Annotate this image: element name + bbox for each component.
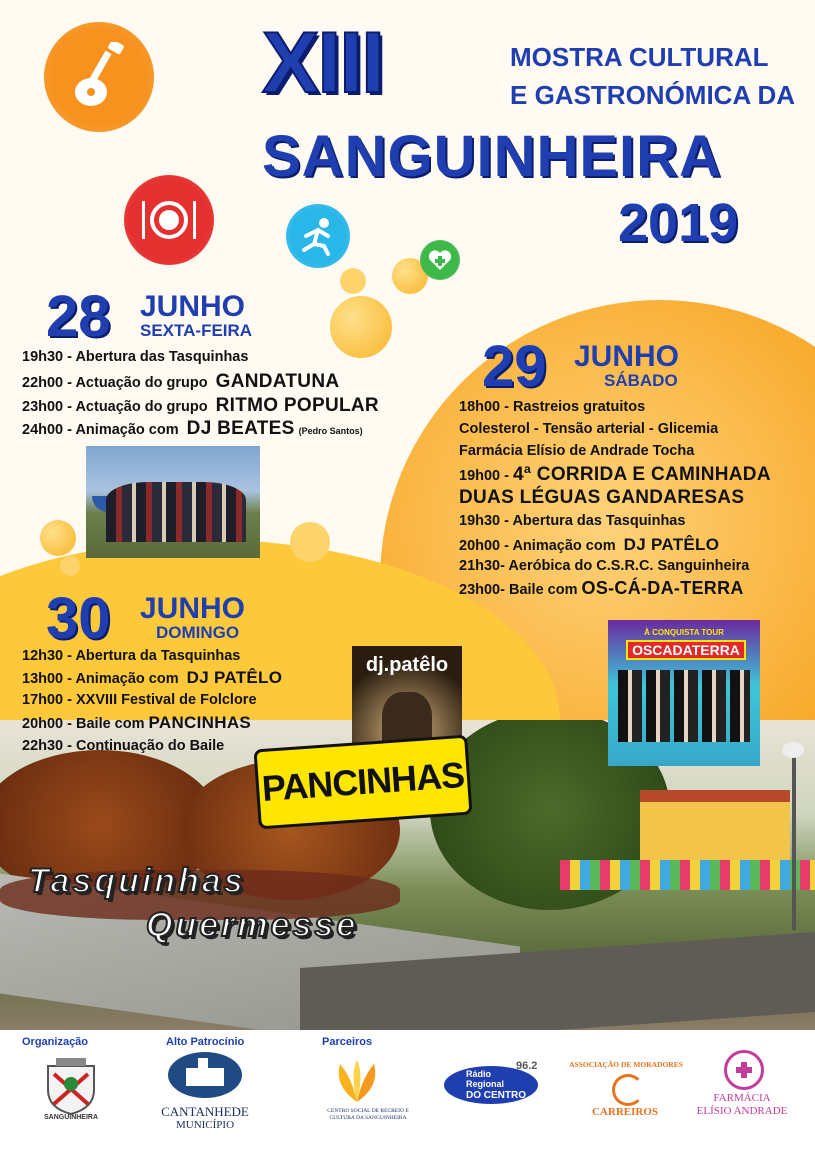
bg-bubble-4 <box>40 520 76 556</box>
farmacia-line1: FARMÁCIA <box>713 1092 771 1104</box>
moradores-arc-text: ASSOCIAÇÃO DE MORADORES <box>569 1060 683 1069</box>
day2-weekday: SÁBADO <box>604 371 678 390</box>
day2-event-3: Farmácia Elísio de Andrade Tocha <box>459 443 695 459</box>
day1-month: JUNHO <box>140 290 246 323</box>
pancinhas-logo-text: PANCINHAS <box>260 753 466 810</box>
plate-cutlery-icon <box>124 175 214 265</box>
health-heart-icon <box>420 240 460 280</box>
pancinhas-logo <box>253 735 472 830</box>
day3-weekday: DOMINGO <box>156 623 240 642</box>
colorful-fence <box>560 860 815 890</box>
dj-patelo-logo: dj.patêlo <box>365 654 449 676</box>
sanguinheira-seal-text: SANGUINHEIRA <box>43 1114 99 1121</box>
cantanhede-line1: CANTANHEDE <box>161 1104 249 1119</box>
guitar-icon <box>44 22 154 132</box>
sanguinheira-seal <box>40 1056 102 1128</box>
group-people <box>106 482 246 542</box>
day2-event-8: 21h30- Aeróbica do C.S.R.C. Sanguinheira <box>459 558 750 574</box>
place-title: SANGUINHEIRA <box>262 124 722 189</box>
bg-bubble-6 <box>290 522 330 562</box>
day2-event-9: 23h00- Baile com OS-CÁ-DA-TERRA <box>459 578 744 598</box>
day1-event-1: 19h30 - Abertura das Tasquinhas <box>22 349 249 365</box>
day1-event-4: 24h00 - Animação com DJ BEATES (Pedro Santos) <box>22 418 363 439</box>
subtitle-line-1: MOSTRA CULTURAL <box>510 42 769 72</box>
day3-event-1: 12h30 - Abertura da Tasquinhas <box>22 648 241 664</box>
day1-weekday: SEXTA-FEIRA <box>140 321 253 340</box>
oscadaterra-logo: OSCADATERRA <box>626 640 746 660</box>
day3-month: JUNHO <box>140 592 246 625</box>
parceiros-label: Parceiros <box>322 1036 373 1048</box>
day2-event-7: 20h00 - Animação com DJ PATÊLO <box>459 535 720 554</box>
lamp-post <box>792 750 796 930</box>
alto-patrocinio-label: Alto Patrocínio <box>166 1036 245 1048</box>
day2-event-4: 19h00 - 4ª CORRIDA E CAMINHADA <box>459 464 771 485</box>
day3-event-2: 13h00 - Animação com DJ PATÊLO <box>22 668 283 687</box>
bg-bubble-1 <box>330 296 392 358</box>
edition-title: XIII <box>262 15 384 111</box>
day3-number: 30 <box>46 586 111 651</box>
centro-social-logo <box>330 1058 384 1104</box>
centro-social-text: CENTRO SOCIAL DE RECREIO E CULTURA DA SANGUINHEIRA <box>327 1108 409 1122</box>
year-title: 2019 <box>618 193 739 253</box>
day2-event-6: 19h30 - Abertura das Tasquinhas <box>459 513 686 529</box>
lamp-head <box>782 742 804 758</box>
day2-event-2: Colesterol - Tensão arterial - Glicemia <box>459 421 719 437</box>
radio-frequency: 96.2 <box>516 1060 538 1072</box>
oscadaterra-tour-label: À CONQUISTA TOUR <box>644 628 724 637</box>
quermesse-word: Quermesse <box>146 906 359 944</box>
day2-number: 29 <box>482 334 547 399</box>
band-members <box>618 670 750 742</box>
day2-month: JUNHO <box>574 340 680 373</box>
bg-bubble-5 <box>60 556 80 576</box>
tasquinhas-word: Tasquinhas <box>28 862 246 900</box>
day3-event-3: 17h00 - XXVIII Festival de Folclore <box>22 692 257 708</box>
farmacia-icon <box>724 1050 764 1090</box>
oscadaterra-poster <box>608 620 760 766</box>
cantanhede-emblem <box>168 1052 242 1098</box>
radio-line3: DO CENTRO <box>466 1090 526 1101</box>
day1-event-2: 22h00 - Actuação do grupo GANDATUNA <box>22 371 340 392</box>
day3-event-5: 22h30 - Continuação do Baile <box>22 738 225 754</box>
farmacia-line2: ELÍSIO ANDRADE <box>696 1105 788 1117</box>
day3-event-4: 20h00 - Baile com PANCINHAS <box>22 713 252 732</box>
moradores-icon <box>612 1074 644 1106</box>
footer <box>0 1030 815 1152</box>
day2-event-1: 18h00 - Rastreios gratuitos <box>459 399 646 415</box>
bg-bubble-3 <box>340 268 366 294</box>
cantanhede-line2: MUNICÍPIO <box>175 1119 235 1131</box>
moradores-name: CARREIROS <box>591 1106 658 1118</box>
radio-line1: Rádio <box>466 1069 492 1079</box>
organizacao-label: Organização <box>22 1036 89 1048</box>
gandatuna-group-photo <box>86 446 260 558</box>
day1-number: 28 <box>46 284 111 349</box>
day1-event-3: 23h00 - Actuação do grupo RITMO POPULAR <box>22 395 379 416</box>
day2-event-5: DUAS LÉGUAS GANDARESAS <box>459 487 745 508</box>
runner-icon <box>286 204 350 268</box>
subtitle-line-2: E GASTRONÓMICA DA <box>510 80 796 110</box>
radio-line2: Regional <box>466 1079 505 1089</box>
